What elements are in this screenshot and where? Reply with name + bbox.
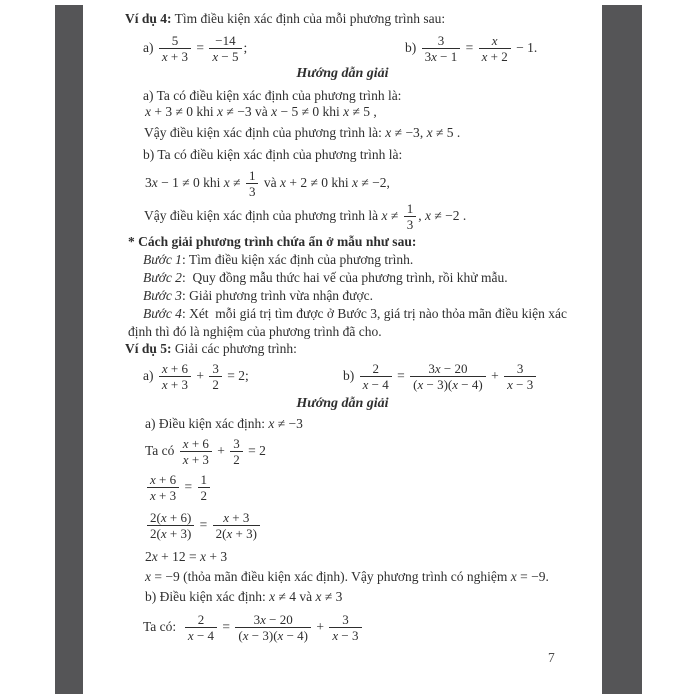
method-step-4 bbox=[143, 305, 567, 322]
ex5-equation-a: a) $\frac{x + 6}{x + 3}$ + $\frac{3}{2}$ = 2 ; bbox=[143, 360, 249, 392]
ex4-equation-a: a) $\frac{5}{x + 3}$ = $\frac{-14}{x - 5}$ ; bbox=[143, 32, 248, 64]
method-step-2 bbox=[143, 269, 508, 286]
step-2-text: : Quy đồng mẫu thức hai vế của phương trình, rồi khử mẫu. bbox=[181, 270, 508, 285]
method-step-4-continued: định thì đó là nghiệm của phương trình đã cho. bbox=[128, 324, 382, 339]
step-4-text: : Xét mỗi giá trị tìm được ở Bước 3, giá trị nào thỏa mãn điều kiện xác bbox=[181, 306, 568, 321]
ex4-title bbox=[125, 10, 445, 27]
step-3-label: Bước 3 bbox=[143, 288, 182, 303]
page-number: 7 bbox=[548, 650, 555, 665]
right-page-edge-shadow bbox=[602, 5, 642, 694]
ex4-b-intro: b) Ta có điều kiện xác định của phương trình là: bbox=[143, 147, 403, 162]
step-4-label: Bước 4 bbox=[143, 306, 182, 321]
ex4-b-conclusion: Vậy điều kiện xác định của phương trình là x ≠ $\frac{1}{3}$ , x ≠ −2 . bbox=[144, 200, 467, 232]
ex5-solution-header: Hướng dẫn giải bbox=[296, 396, 389, 411]
ex4-a-conclusion: Vậy điều kiện xác định của phương trình là: x ≠ −3 , x ≠ 5 . bbox=[144, 125, 461, 140]
ex5-a-step-3: $\frac{2(x + 6)}{2(x + 3)}$ = $\frac{x + 3}{2(x + 3)}$ bbox=[145, 504, 262, 546]
ex4-b-condition: 3x − 1 ≠ 0 khi x ≠ $\frac{1}{3}$ và x + 2 ≠ 0 khi x ≠ −2 , bbox=[145, 167, 390, 199]
method-step-3 bbox=[143, 287, 373, 304]
ex5-title-label: Ví dụ 5: bbox=[125, 341, 172, 356]
ex4-title-text: Tìm điều kiện xác định của mỗi phương trình sau: bbox=[171, 11, 446, 26]
ex4-a-condition: x + 3 ≠ 0 khi x ≠ −3 và x − 5 ≠ 0 khi x ≠ 5 , bbox=[145, 104, 377, 119]
ex4-solution-header: Hướng dẫn giải bbox=[296, 66, 389, 81]
ex5-a-conclusion: x = −9 (thỏa mãn điều kiện xác định). Vậy phương trình có nghiệm x = −9 . bbox=[145, 569, 549, 584]
step-2-label: Bước 2 bbox=[143, 270, 182, 285]
step-3-text: : Giải phương trình vừa nhận được. bbox=[181, 288, 374, 303]
ex5-equation-b: b) $\frac{2}{x - 4}$ = $\frac{3x - 20}{(x - 3)(x - 4)}$ + $\frac{3}{x - 3}$ bbox=[343, 355, 538, 397]
ex5-title-text: Giải các phương trình: bbox=[171, 341, 297, 356]
ex5-a-step-1: Ta có $\frac{x + 6}{x + 3}$ + $\frac{3}{2}$ = 2 bbox=[145, 435, 266, 467]
step-1-text: : Tìm điều kiện xác định của phương trình. bbox=[181, 252, 414, 267]
step-1-label: Bước 1 bbox=[143, 252, 182, 267]
ex4-a-intro: a) Ta có điều kiện xác định của phương trình là: bbox=[143, 88, 402, 103]
document-content bbox=[83, 0, 602, 697]
ex5-a-step-4: 2x + 12 = x + 3 bbox=[145, 549, 228, 564]
method-title: * Cách giải phương trình chứa ẩn ở mẫu như sau: bbox=[128, 234, 417, 249]
ex4-equation-b: b) $\frac{3}{3x - 1}$ = $\frac{x}{x + 2}$ − 1 . bbox=[405, 32, 538, 64]
ex5-b-step-1: Ta có: $\frac{2}{x - 4}$ = $\frac{3x - 20}{(x - 3)(x - 4)}$ + $\frac{3}{x - 3}$ bbox=[143, 606, 364, 648]
method-step-1 bbox=[143, 251, 413, 268]
ex5-a-condition: a) Điều kiện xác định: x ≠ −3 bbox=[145, 416, 303, 431]
left-page-edge-shadow bbox=[55, 5, 83, 694]
ex5-a-step-2: $\frac{x + 6}{x + 3}$ = $\frac{1}{2}$ bbox=[145, 468, 212, 506]
ex4-title-label: Ví dụ 4: bbox=[125, 11, 172, 26]
ex5-b-condition: b) Điều kiện xác định: x ≠ 4 và x ≠ 3 bbox=[145, 589, 343, 604]
